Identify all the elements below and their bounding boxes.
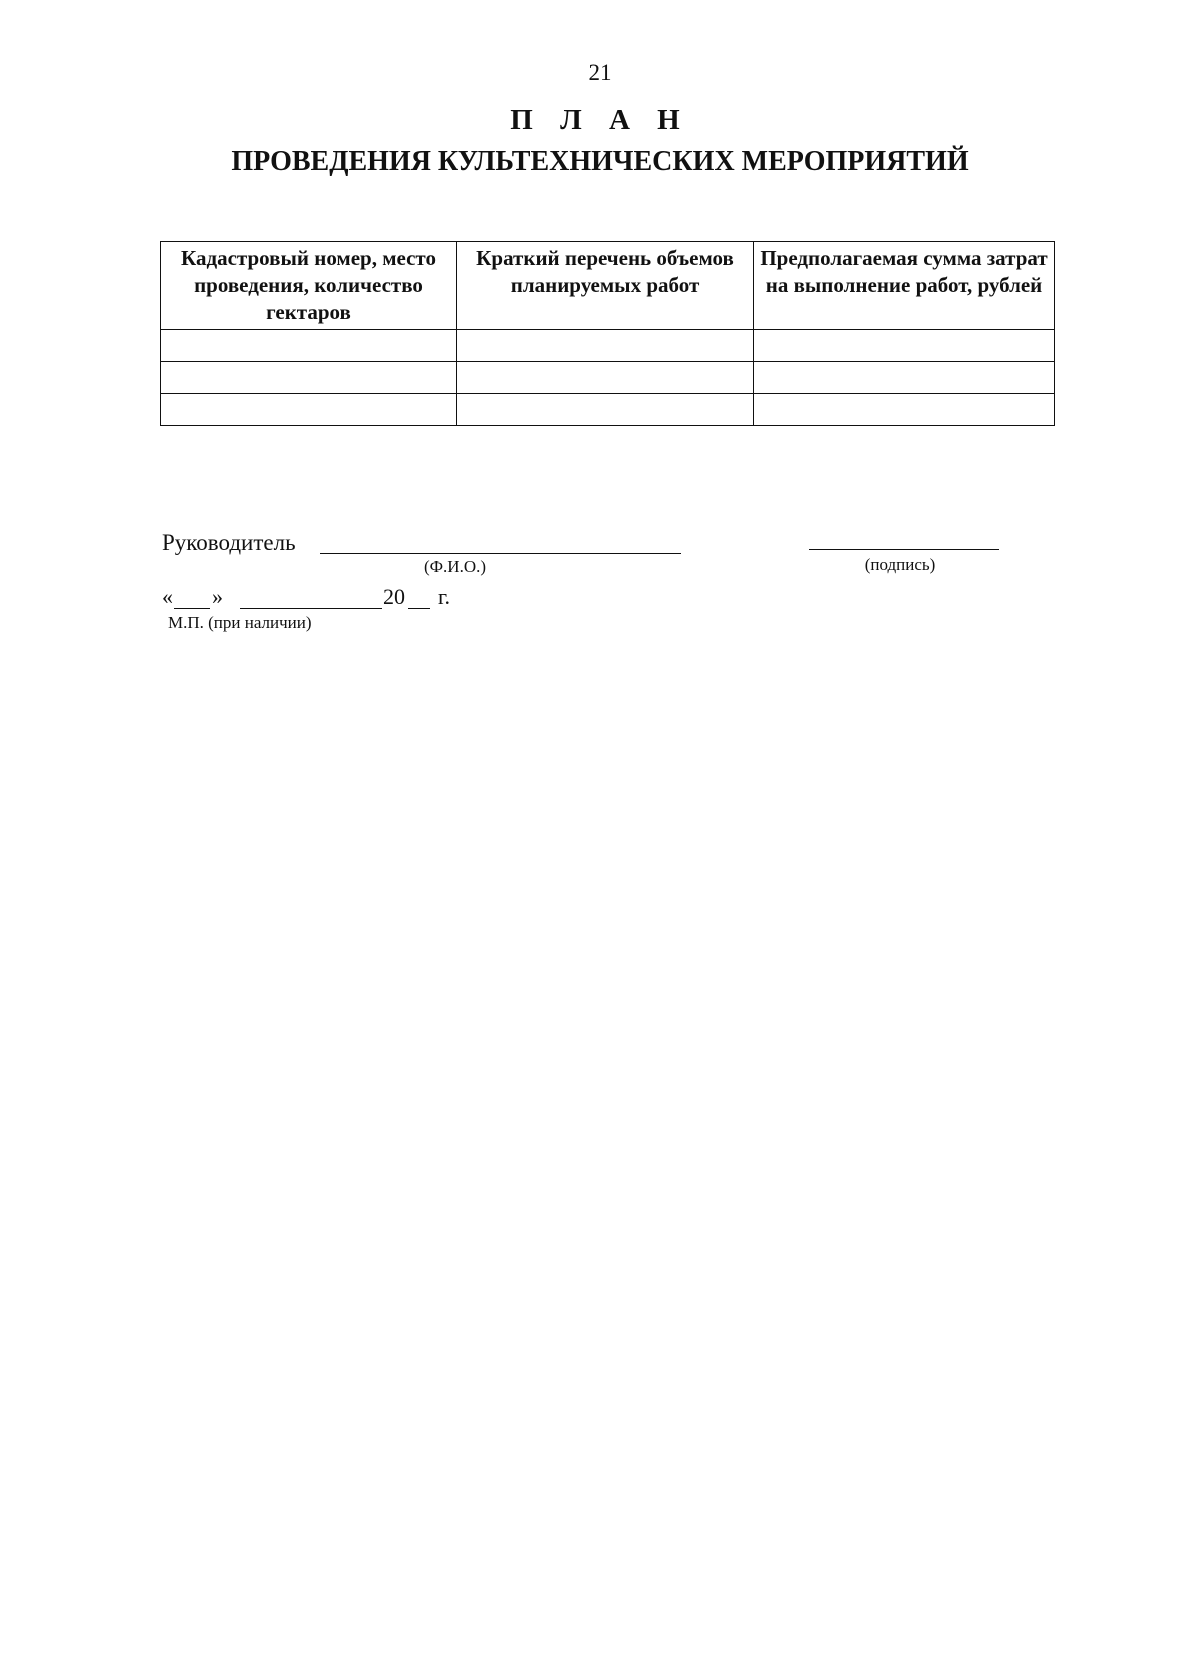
table-header-row	[161, 242, 1055, 330]
month-line	[240, 608, 382, 609]
name-line	[320, 553, 681, 554]
table-row	[161, 394, 1055, 426]
table-cell	[457, 394, 754, 426]
name-caption: (Ф.И.О.)	[423, 557, 487, 576]
year-prefix: 20	[383, 584, 405, 609]
table-row	[161, 362, 1055, 394]
year-suffix: г.	[438, 584, 451, 609]
year-line	[408, 608, 430, 609]
header-cadastral: Кадастровый номер, место проведения, количество гектаров	[161, 242, 457, 330]
table-cell	[161, 362, 457, 394]
table-cell	[457, 362, 754, 394]
table-cell	[754, 330, 1055, 362]
document-subtitle: ПРОВЕДЕНИЯ КУЛЬТЕХНИЧЕСКИХ МЕРОПРИЯТИЙ	[231, 146, 969, 177]
date-close-quote: »	[212, 584, 223, 609]
header-works: Краткий перечень объемов планируемых работ	[457, 242, 754, 330]
page-number: 21	[588, 60, 612, 85]
document-title: П Л А Н	[510, 104, 690, 136]
plan-table	[160, 241, 1055, 426]
table-row	[161, 330, 1055, 362]
table-cell	[161, 330, 457, 362]
table-cell	[457, 330, 754, 362]
day-line	[174, 608, 210, 609]
stamp-note: М.П. (при наличии)	[168, 613, 312, 632]
table-cell	[161, 394, 457, 426]
signature-line	[809, 549, 999, 550]
table-cell	[754, 394, 1055, 426]
table-cell	[754, 362, 1055, 394]
signatory-label: Руководитель	[162, 530, 296, 555]
header-cost: Предполагаемая сумма затрат на выполнение работ, рублей	[754, 242, 1055, 330]
date-open-quote: «	[162, 584, 173, 609]
signature-caption: (подпись)	[864, 555, 936, 574]
